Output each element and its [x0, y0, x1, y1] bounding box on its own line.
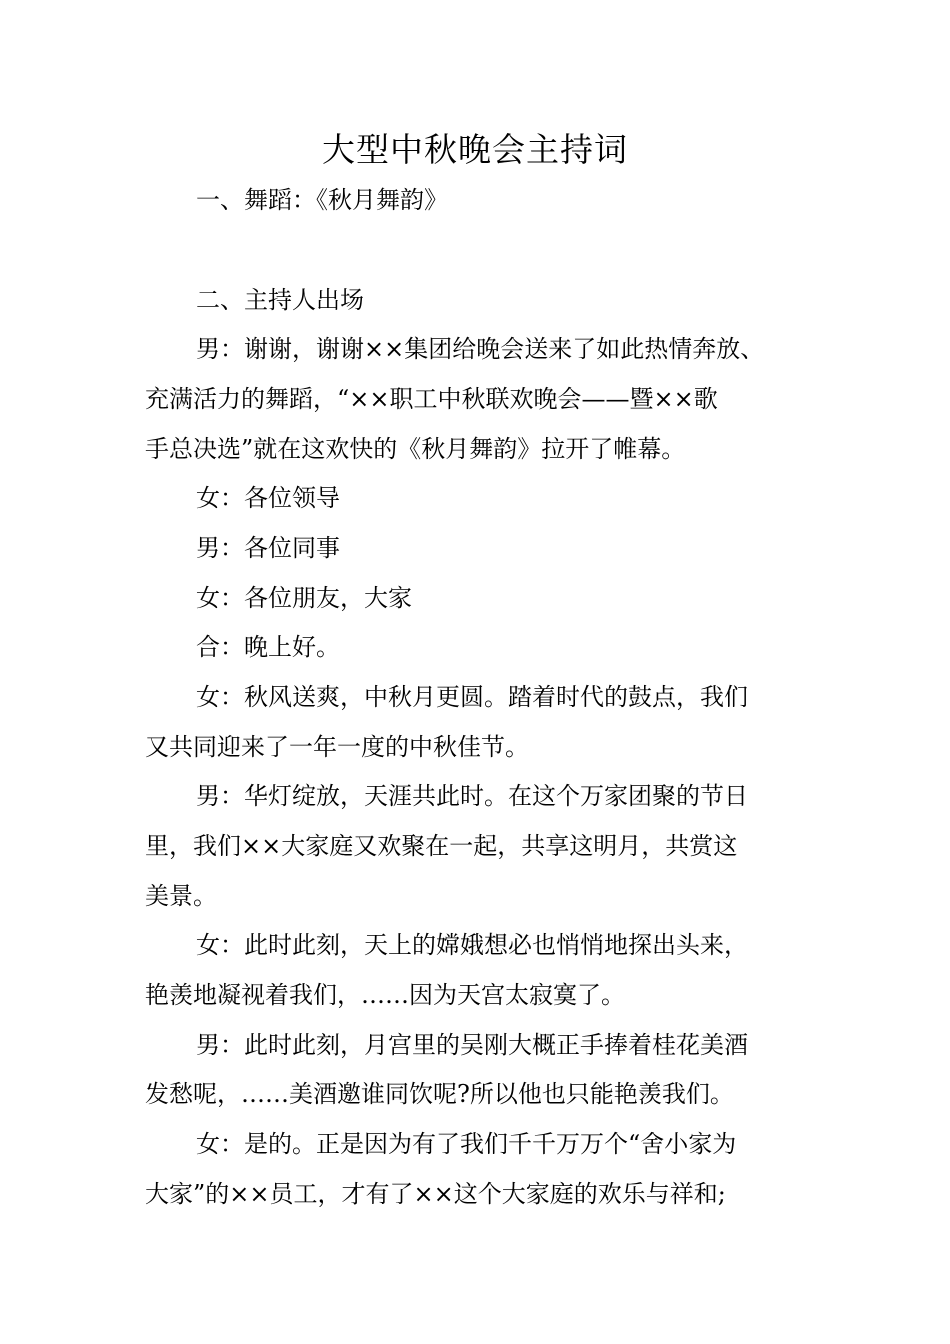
paragraph-line: 女：此时此刻，天上的嫦娥想必也悄悄地探出头来， [196, 931, 748, 959]
paragraph-line: 女：是的。正是因为有了我们千千万万个“舍小家为 [196, 1130, 737, 1158]
paragraph-line: 合：晚上好。 [196, 633, 340, 661]
paragraph-line: 男：各位同事 [196, 534, 340, 562]
paragraph-line: 男：华灯绽放，天涯共此时。在这个万家团聚的节日 [196, 782, 748, 810]
document-title: 大型中秋晚会主持词 [322, 130, 628, 169]
paragraph-line: 艳羡地凝视着我们，……因为天宫太寂寞了。 [145, 981, 625, 1009]
paragraph-line: 手总决选”就在这欢快的《秋月舞韵》拉开了帷幕。 [145, 435, 686, 463]
paragraph-line: 里，我们××大家庭又欢聚在一起，共享这明月，共赏这 [145, 832, 738, 860]
paragraph-line: 女：秋风送爽，中秋月更圆。踏着时代的鼓点，我们 [196, 683, 748, 711]
section-heading: 一、舞蹈：《秋月舞韵》 [196, 186, 448, 214]
paragraph-line: 男：谢谢，谢谢××集团给晚会送来了如此热情奔放、 [196, 335, 765, 363]
paragraph-line: 发愁呢，……美酒邀谁同饮呢?所以他也只能艳羡我们。 [145, 1080, 734, 1108]
paragraph-line: 美景。 [145, 882, 217, 910]
paragraph-line: 女：各位领导 [196, 484, 340, 512]
paragraph-line: 女：各位朋友，大家 [196, 584, 412, 612]
paragraph-line: 充满活力的舞蹈，“××职工中秋联欢晚会——暨××歌 [145, 385, 718, 413]
paragraph-line: 男：此时此刻，月宫里的吴刚大概正手捧着桂花美酒 [196, 1031, 748, 1059]
section-heading: 二、主持人出场 [196, 286, 364, 314]
paragraph-line: 大家”的××员工，才有了××这个大家庭的欢乐与祥和; [145, 1180, 726, 1208]
paragraph-line: 又共同迎来了一年一度的中秋佳节。 [145, 733, 529, 761]
